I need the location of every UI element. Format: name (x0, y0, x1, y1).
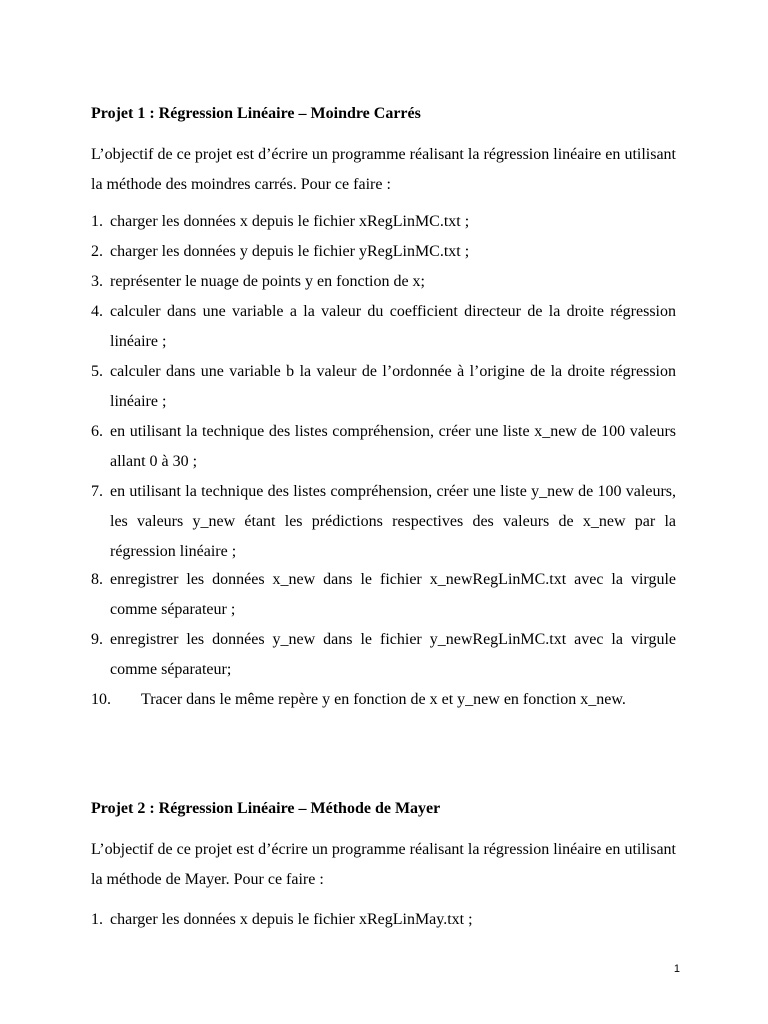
project-1-step-2 (91, 237, 676, 267)
step-text: représenter le nuage de points y en fonction de x; (110, 273, 425, 290)
project-1-step-1 (91, 207, 676, 237)
project-1-step-10 (91, 685, 676, 715)
page-number: 1 (673, 963, 680, 975)
step-number: 1. (91, 911, 103, 928)
project-2-step-1 (91, 905, 676, 935)
step-text: enregistrer les données x_new dans le fichier x_newRegLinMC.txt avec la virgule comme séparateur ; (110, 571, 676, 618)
project-2-title: Projet 2 : Régression Linéaire – Méthode de Mayer (91, 800, 441, 817)
step-text: charger les données x depuis le fichier xRegLinMay.txt ; (110, 911, 473, 928)
project-1-step-8 (91, 565, 676, 625)
step-number: 2. (91, 243, 103, 260)
step-number: 7. (91, 483, 103, 500)
step-text: en utilisant la technique des listes compréhension, créer une liste x_new de 100 valeurs allant 0 à 30 ; (110, 423, 676, 470)
project-2-intro: L’objectif de ce projet est d’écrire un programme réalisant la régression linéaire en utilisant la méthode de Mayer. Pour ce faire : (91, 841, 676, 888)
project-1-step-7 (91, 477, 676, 567)
step-text: charger les données y depuis le fichier yRegLinMC.txt ; (110, 243, 470, 260)
step-number: 9. (91, 631, 103, 648)
step-text: charger les données x depuis le fichier xRegLinMC.txt ; (110, 213, 470, 230)
step-text: enregistrer les données y_new dans le fichier y_newRegLinMC.txt avec la virgule comme séparateur; (110, 631, 676, 678)
step-number: 8. (91, 571, 103, 588)
project-1-step-4 (91, 297, 676, 357)
step-text: Tracer dans le même repère y en fonction de x et y_new en fonction x_new. (141, 691, 626, 708)
step-number: 10. (91, 691, 111, 708)
project-1-step-6 (91, 417, 676, 477)
project-1-step-9 (91, 625, 676, 685)
step-number: 5. (91, 363, 103, 380)
step-text: calculer dans une variable b la valeur de l’ordonnée à l’origine de la droite régression linéaire ; (110, 363, 676, 410)
step-text: calculer dans une variable a la valeur du coefficient directeur de la droite régression linéaire ; (110, 303, 676, 350)
project-1-step-5 (91, 357, 676, 417)
step-text: en utilisant la technique des listes compréhension, créer une liste y_new de 100 valeurs, les valeurs y_new étant les prédictions respectives des valeurs de x_new par la régression linéaire ; (110, 483, 676, 560)
step-number: 3. (91, 273, 103, 290)
step-number: 6. (91, 423, 103, 440)
step-number: 4. (91, 303, 103, 320)
step-number: 1. (91, 213, 103, 230)
project-1-title: Projet 1 : Régression Linéaire – Moindre Carrés (91, 105, 421, 122)
project-1-step-3 (91, 267, 676, 297)
project-1-intro: L’objectif de ce projet est d’écrire un programme réalisant la régression linéaire en utilisant la méthode des moindres carrés. Pour ce faire : (91, 146, 676, 193)
